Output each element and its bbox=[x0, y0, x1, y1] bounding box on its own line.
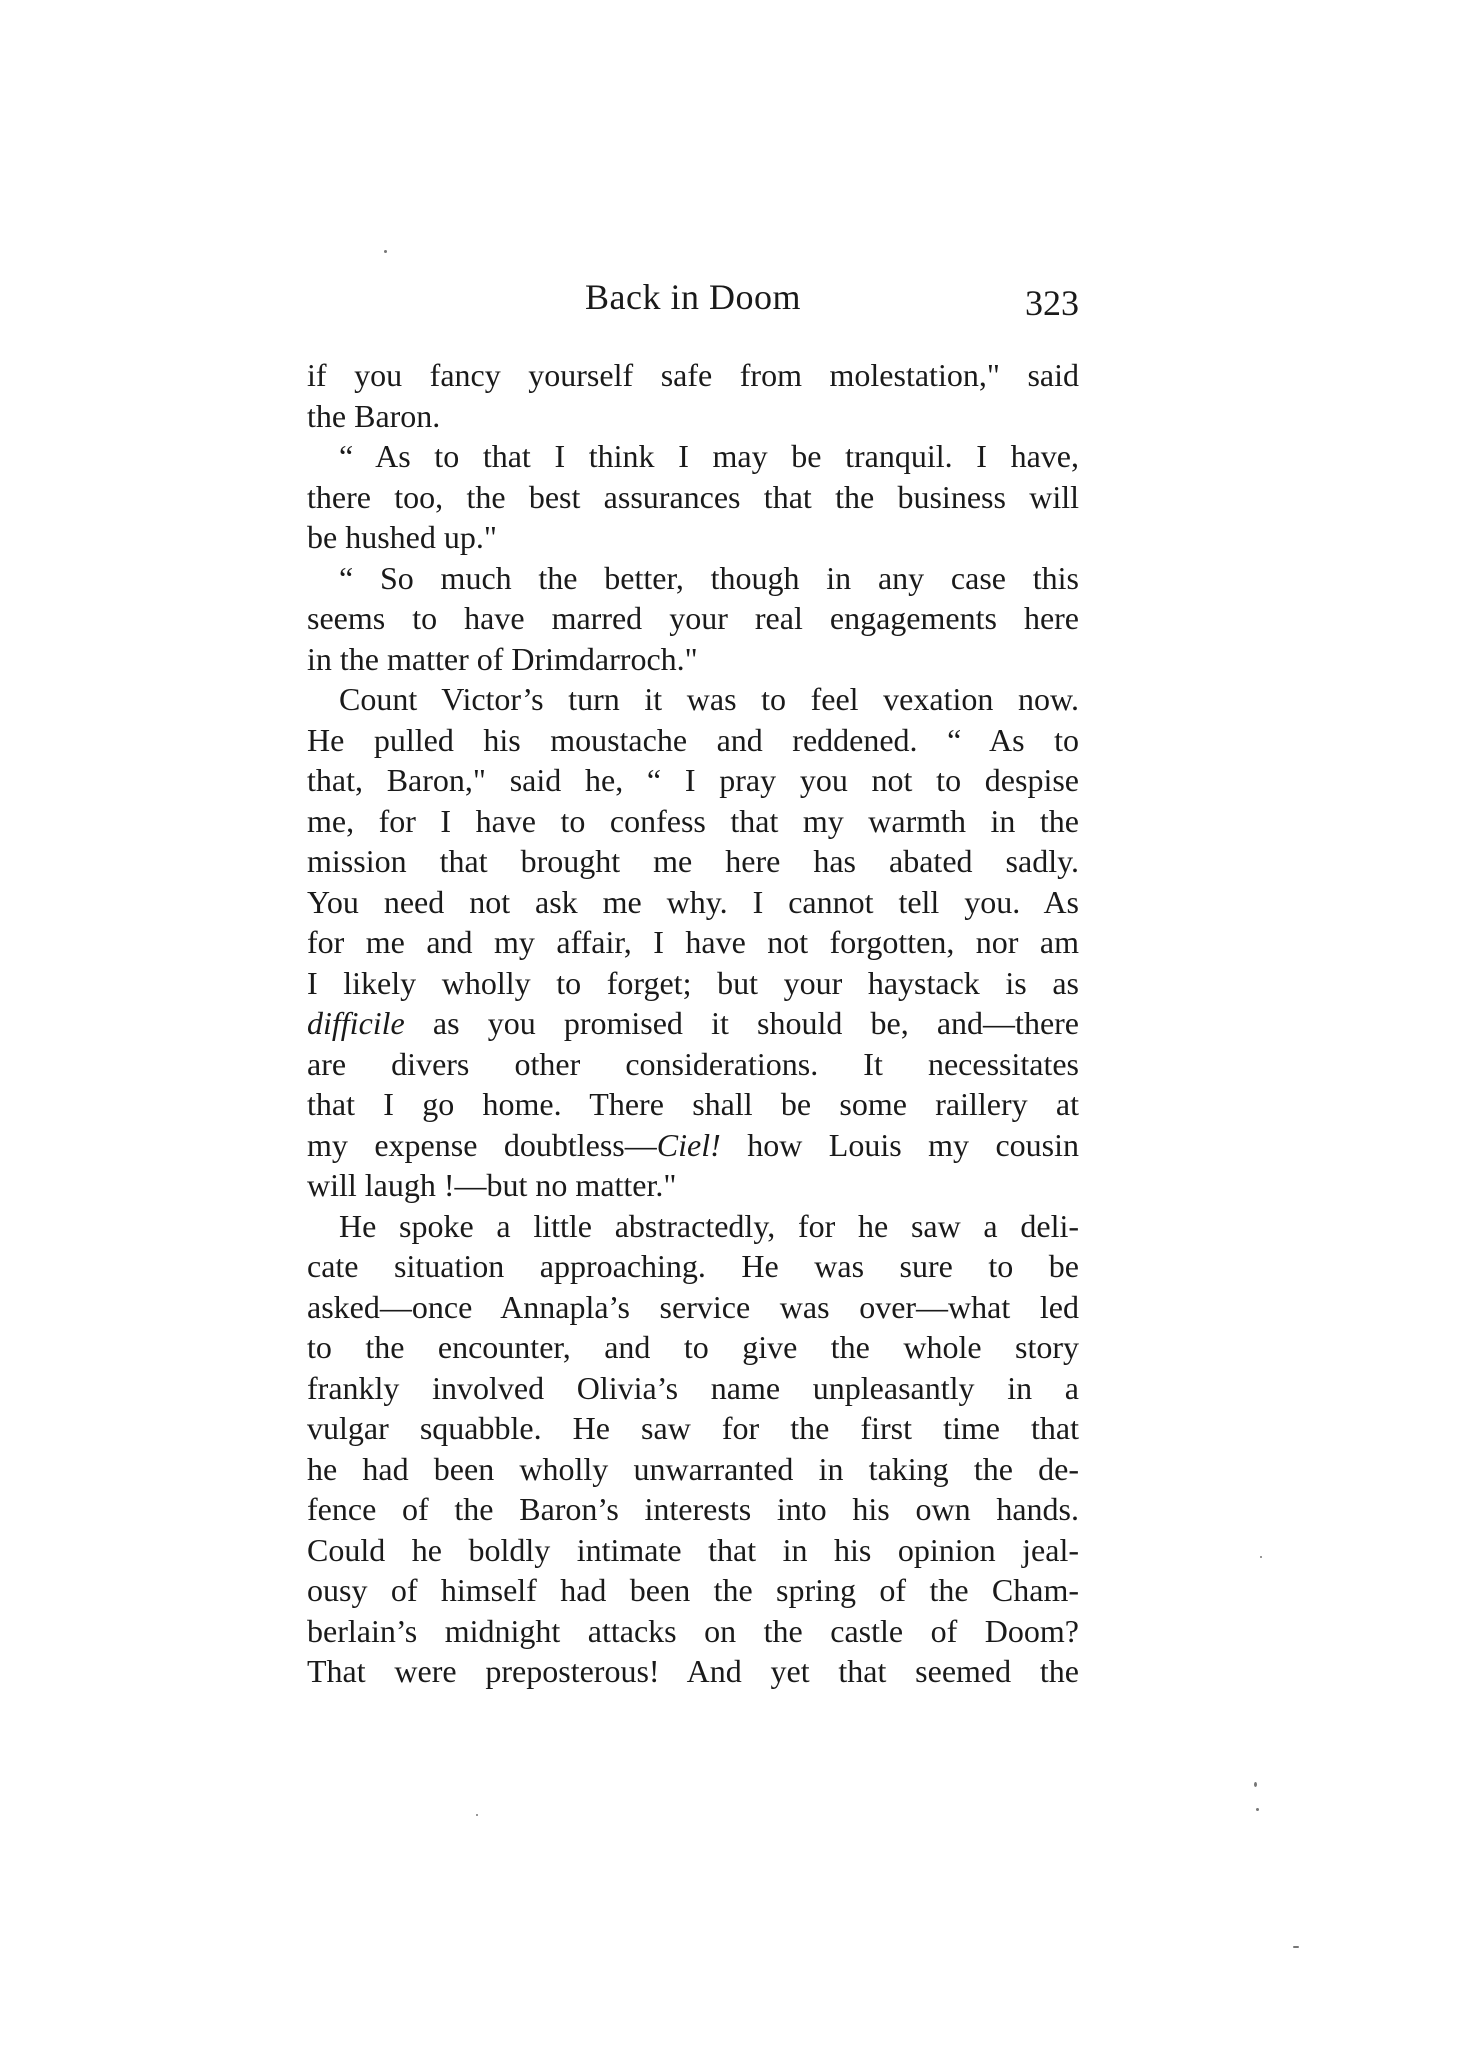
text-line: vulgar squabble. He saw for the first time that bbox=[307, 1410, 1079, 1446]
text-line: “ As to that I think I may be tranquil. I have, bbox=[339, 438, 1079, 474]
running-title: Back in Doom bbox=[585, 277, 801, 317]
text-line: I likely wholly to forget; but your haystack is as bbox=[307, 964, 1079, 1001]
text-line: he had been wholly unwarranted in taking the de- bbox=[307, 1450, 1079, 1487]
text-line: asked—once Annapla’s service was over—what led bbox=[307, 1288, 1079, 1325]
text-line: fence of the Baron’s interests into his own hands. bbox=[307, 1491, 1079, 1527]
text-line: there too, the best assurances that the business will bbox=[307, 478, 1079, 515]
text-line: for me and my affair, I have not forgotten, nor am bbox=[307, 924, 1079, 960]
text-line: seems to have marred your real engagements here bbox=[307, 600, 1079, 636]
text-line: the Baron. bbox=[307, 397, 441, 434]
text-line bbox=[307, 1125, 1079, 1166]
scan-speck bbox=[476, 1814, 478, 1816]
text-line: Count Victor’s turn it was to feel vexation now. bbox=[339, 681, 1079, 717]
text-line: in the matter of Drimdarroch." bbox=[307, 640, 698, 677]
text-line: be hushed up." bbox=[307, 519, 497, 555]
text-line bbox=[307, 1003, 1079, 1044]
scan-speck bbox=[1256, 1808, 1259, 1811]
text-line: mission that brought me here has abated sadly. bbox=[307, 843, 1079, 879]
text-line: are divers other considerations. It necessitates bbox=[307, 1045, 1079, 1082]
text-line: cate situation approaching. He was sure to be bbox=[307, 1248, 1079, 1284]
text-line: that I go home. There shall be some raillery at bbox=[307, 1086, 1079, 1122]
running-head bbox=[307, 268, 1079, 328]
text-line: That were preposterous! And yet that seemed the bbox=[307, 1653, 1079, 1689]
text-line: He spoke a little abstractedly, for he saw a deli- bbox=[339, 1207, 1079, 1244]
text-line-segment: as you promised it should be, and—there bbox=[404, 1005, 1079, 1041]
text-line: if you fancy yourself safe from molestation," said bbox=[307, 357, 1079, 393]
text-line-segment: my expense doubtless— bbox=[307, 1126, 657, 1163]
text-line: me, for I have to confess that my warmth in the bbox=[307, 802, 1079, 839]
text-line: to the encounter, and to give the whole story bbox=[307, 1329, 1079, 1365]
scan-speck bbox=[384, 250, 387, 253]
italic-phrase: Ciel! bbox=[656, 1126, 721, 1163]
text-line: You need not ask me why. I cannot tell you. As bbox=[307, 883, 1079, 920]
text-line: that, Baron," said he, “ I pray you not to despise bbox=[307, 762, 1079, 798]
text-line: “ So much the better, though in any case this bbox=[339, 559, 1079, 596]
text-line: Could he boldly intimate that in his opinion jeal- bbox=[307, 1531, 1079, 1568]
text-line: will laugh !—but no matter." bbox=[307, 1167, 677, 1203]
italic-phrase: difficile bbox=[307, 1005, 405, 1041]
scan-speck bbox=[1293, 1946, 1299, 1948]
text-line: frankly involved Olivia’s name unpleasantly in a bbox=[307, 1369, 1079, 1406]
page-number: 323 bbox=[1025, 283, 1079, 323]
scan-speck bbox=[1254, 1782, 1257, 1787]
text-line: berlain’s midnight attacks on the castle of Doom? bbox=[307, 1612, 1079, 1649]
text-line-segment: how Louis my cousin bbox=[720, 1126, 1080, 1163]
text-line: ousy of himself had been the spring of the Cham- bbox=[307, 1572, 1079, 1608]
scan-speck bbox=[1260, 1556, 1262, 1558]
body-text bbox=[307, 355, 1079, 1692]
text-line: He pulled his moustache and reddened. “ As to bbox=[307, 721, 1079, 758]
